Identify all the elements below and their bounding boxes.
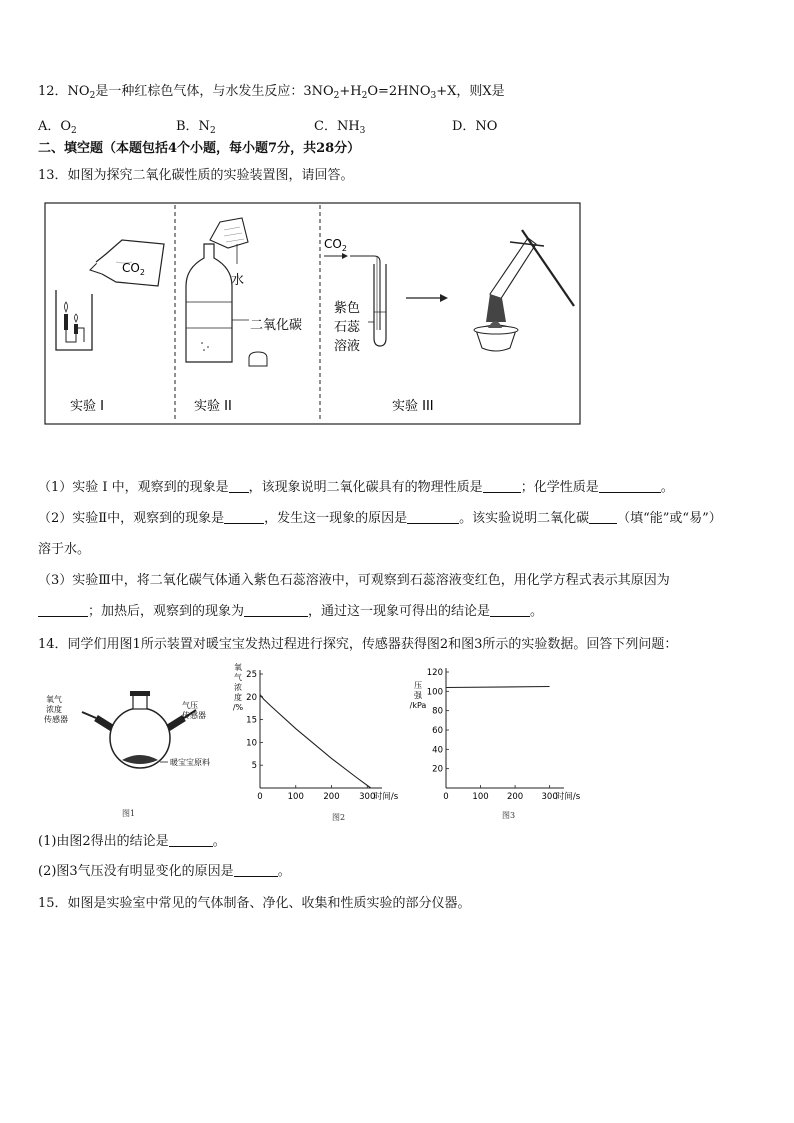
q13-figure [44, 202, 581, 426]
exp1-label: 实验 I [70, 399, 104, 414]
q13-sub3-cont: ；加热后，观察到的现象为 ，通过这一现象可得出的结论是 。 [38, 603, 543, 621]
fig1-caption: 图1 [122, 809, 136, 818]
x-axis-label: 时间/s [555, 792, 580, 800]
y-tick-label: 100 [426, 687, 443, 698]
q12-option-c: C．$NH_3$ [314, 119, 366, 136]
q12-option-d: D．NO [452, 119, 498, 134]
y-tick-label: 15 [246, 715, 257, 726]
fig3-caption: 图3 [502, 811, 516, 820]
co2-bottle-label: $CO_2$ [122, 261, 145, 277]
y-tick-label: 10 [246, 738, 257, 749]
q12-option-b: B．$N_2$ [176, 119, 216, 136]
co2-inlet-label: $CO_2$ [324, 237, 347, 253]
q13-sub3: （3）实验Ⅲ中，将二氧化碳气体通入紫色石蕊溶液中，可观察到石蕊溶液变红色，用化学方程式表示其原因为 [38, 573, 670, 588]
x-tick-label: 0 [257, 792, 263, 800]
y-tick-label: 60 [432, 726, 443, 736]
y-tick-label: 5 [251, 761, 257, 772]
y-axis-label: 度 [234, 693, 242, 702]
q13-sub1: （1）实验 I 中，观察到的现象是 ，该现象说明二氧化碳具有的物理性质是 ；化学性质是 。 [38, 480, 674, 495]
q13-stem: 13．如图为探究二氧化碳性质的实验装置图，请回答。 [38, 168, 354, 183]
beaker-candles-apparatus [56, 240, 164, 350]
x-tick-label: 200 [323, 792, 340, 800]
fig1-pressure-label-2: 传感器 [182, 711, 206, 720]
q13-sub2-cont: 溶于水。 [38, 542, 91, 557]
y-tick-label: 40 [432, 745, 443, 756]
y-tick-label: 25 [246, 670, 257, 680]
fig1-oxygen-label-2: 浓度 [46, 705, 62, 714]
series-line [260, 695, 371, 789]
q14-sub1: (1)由图2得出的结论是 。 [38, 834, 226, 849]
fig1-oxygen-label-1: 氧气 [46, 695, 62, 704]
fig1-pressure-label-1: 气压 [182, 701, 198, 710]
q14-fig3-chart [400, 662, 580, 800]
y-tick-label: 80 [432, 706, 443, 717]
x-axis-label: 时间/s [373, 792, 399, 800]
x-tick-label: 0 [443, 792, 449, 800]
q15-stem: 15．如图是实验室中常见的气体制备、净化、收集和性质实验的部分仪器。 [38, 896, 471, 911]
fig2-caption: 图2 [332, 813, 346, 822]
litmus-label-1: 紫色 [334, 301, 361, 316]
x-tick-label: 200 [506, 792, 524, 800]
x-tick-label: 100 [472, 792, 489, 800]
water-label: 水 [231, 273, 245, 288]
y-tick-label: 20 [432, 764, 443, 775]
section-2-title: 二、填空题（本题包括4个小题，每小题7分，共28分） [38, 141, 361, 156]
q13-sub2: （2）实验Ⅱ中，观察到的现象是 ，发生这一现象的原因是 。该实验说明二氧化碳 （填“能”或“易”） [38, 511, 722, 526]
y-axis-label: /kPa [409, 701, 427, 710]
exp3-label: 实验 III [392, 399, 434, 414]
y-tick-label: 120 [426, 668, 443, 678]
x-tick-label: 300 [359, 792, 376, 800]
q12-option-a: A．$O_2$ [38, 119, 77, 136]
series-line [446, 687, 550, 688]
y-axis-label: 气 [234, 673, 242, 682]
y-axis-label: 压 [414, 681, 422, 690]
litmus-label-3: 溶液 [334, 339, 361, 354]
litmus-label-2: 石蕊 [334, 320, 361, 335]
bottle-apparatus [186, 218, 267, 366]
y-axis-label: 浓 [234, 683, 242, 692]
y-axis-label: 氧 [234, 663, 242, 672]
x-tick-label: 300 [541, 792, 558, 800]
q12-stem: 12．$NO_2$是一种红棕色气体，与水发生反应：$3NO_2+H_2O=2HNO_3+X$，则X是 [38, 84, 505, 101]
fig1-oxygen-label-3: 传感器 [44, 715, 68, 724]
exp2-label: 实验 II [194, 399, 232, 414]
co2-bottle-text: 二氧化碳 [250, 318, 303, 333]
y-axis-label: 强 [414, 691, 422, 700]
fig1-material-label: 暖宝宝原料 [170, 758, 210, 767]
q14-sub2: (2)图3气压没有明显变化的原因是 。 [38, 864, 291, 879]
x-tick-label: 100 [287, 792, 304, 800]
q14-stem: 14．同学们用图1所示装置对暖宝宝发热过程进行探究，传感器获得图2和图3所示的实验数据。回答下列问题： [38, 637, 678, 652]
y-tick-label: 20 [246, 692, 257, 703]
q14-fig2-chart [228, 662, 418, 800]
y-axis-label: /% [232, 703, 244, 712]
test-tube-apparatus [324, 230, 574, 351]
q14-fig1 [40, 688, 240, 780]
